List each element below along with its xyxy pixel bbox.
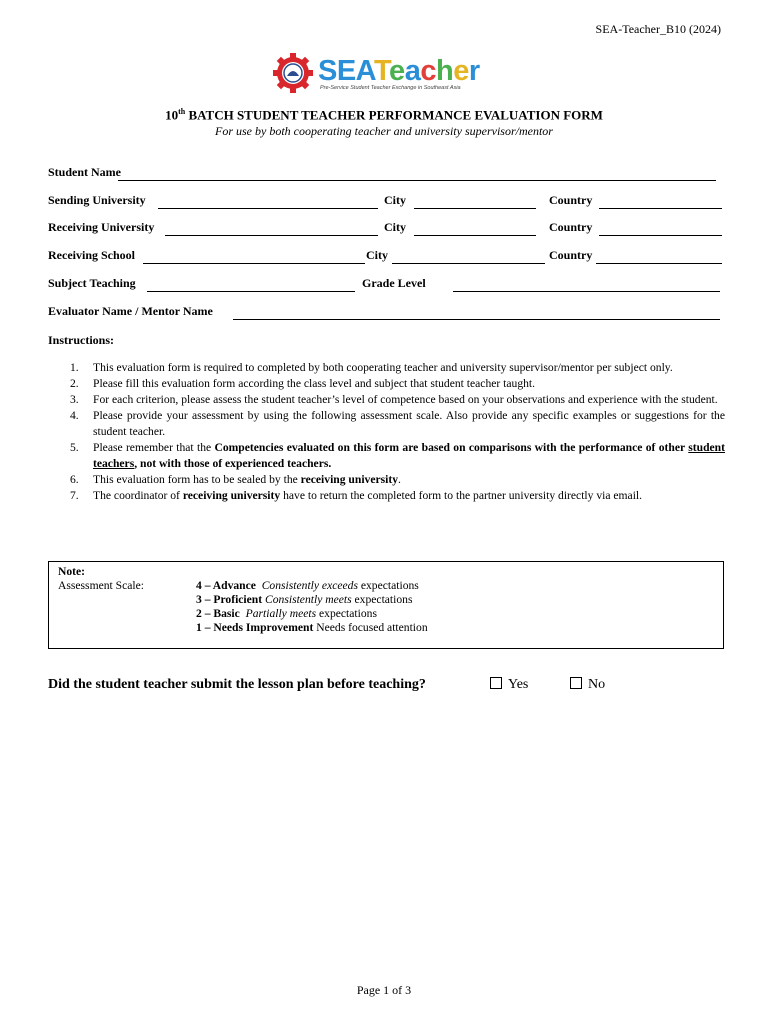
sea-teacher-logo [272, 52, 502, 94]
sending-country-label: Country [549, 193, 593, 207]
sending-city-label: City [384, 193, 406, 207]
scale-item-1: 1 – Needs Improvement Needs focused attention [196, 621, 428, 634]
instruction-item: 6. This evaluation form has to be sealed by the receiving university. [70, 473, 401, 486]
assessment-scale-list [196, 579, 428, 635]
scale-item-4: 4 – Advance Consistently exceeds expectations [196, 579, 419, 592]
scale-item-2: 2 – Basic Partially meets expectations [196, 607, 377, 620]
logo-wordmark: SEATeacher [318, 55, 480, 87]
scale-item-3: 3 – Proficient Consistently meets expectations [196, 593, 413, 606]
assessment-note-box [48, 561, 724, 649]
assessment-scale-label: Assessment Scale: [58, 579, 144, 592]
instruction-item: 2. Please fill this evaluation form according the class level and subject that student teacher taught. [70, 377, 536, 390]
sending-university-label: Sending University [48, 193, 146, 207]
instructions-heading: Instructions: [48, 333, 115, 347]
school-country-field[interactable] [596, 263, 722, 264]
receiving-country-label: Country [549, 220, 593, 234]
no-checkbox[interactable] [570, 677, 582, 689]
receiving-city-label: City [384, 220, 406, 234]
receiving-university-field[interactable] [165, 235, 378, 236]
sending-country-field[interactable] [599, 208, 722, 209]
form-title: 10th BATCH STUDENT TEACHER PERFORMANCE EVALUATION FORM [165, 107, 603, 123]
school-city-label: City [366, 248, 388, 262]
school-country-label: Country [549, 248, 593, 262]
student-name-label: Student Name [48, 165, 122, 179]
receiving-country-field[interactable] [599, 235, 722, 236]
receiving-city-field[interactable] [414, 235, 536, 236]
instructions-list [70, 360, 725, 504]
subject-teaching-label: Subject Teaching [48, 276, 136, 290]
student-name-field[interactable] [118, 180, 716, 181]
sending-university-field[interactable] [158, 208, 378, 209]
lesson-plan-question: Did the student teacher submit the lesson plan before teaching? [48, 677, 426, 692]
no-label: No [588, 677, 606, 692]
receiving-university-label: Receiving University [48, 220, 155, 234]
receiving-school-field[interactable] [143, 263, 365, 264]
instruction-item: 7. The coordinator of receiving university have to return the completed form to the partner university directly via email. [70, 489, 643, 502]
instruction-item: 3. For each criterion, please assess the student teacher’s level of competence based on your observations and experience with the student. [70, 393, 718, 406]
logo-tagline: Pre-Service Student Teacher Exchange in Southeast Asia [320, 85, 461, 91]
evaluator-name-label: Evaluator Name / Mentor Name [48, 304, 213, 318]
seameo-gear-emblem-icon [272, 52, 314, 94]
yes-checkbox[interactable] [490, 677, 502, 689]
school-city-field[interactable] [392, 263, 545, 264]
subject-teaching-field[interactable] [147, 291, 355, 292]
form-subtitle: For use by both cooperating teacher and university supervisor/mentor [215, 124, 553, 138]
instruction-item: 1. This evaluation form is required to completed by both cooperating teacher and university supervisor/mentor per subject only. [70, 361, 673, 374]
instruction-item: 4. Please provide your assessment by using the following assessment scale. Also provide any specific examples or suggestions for the student teacher. [70, 409, 725, 438]
yes-option[interactable] [490, 677, 528, 693]
no-option[interactable] [570, 677, 605, 693]
page-number: Page 1 of 3 [356, 983, 412, 997]
grade-level-field[interactable] [453, 291, 720, 292]
sending-city-field[interactable] [414, 208, 536, 209]
note-title: Note: [58, 565, 86, 578]
evaluator-name-field[interactable] [233, 319, 720, 320]
instruction-item: 5. Please remember that the Competencies evaluated on this form are based on comparisons with the performance of other student teachers, not with those of experienced teachers. [70, 441, 725, 470]
receiving-school-label: Receiving School [48, 248, 135, 262]
yes-label: Yes [508, 677, 529, 692]
document-code: SEA-Teacher_B10 (2024) [595, 22, 721, 36]
grade-level-label: Grade Level [362, 276, 426, 290]
